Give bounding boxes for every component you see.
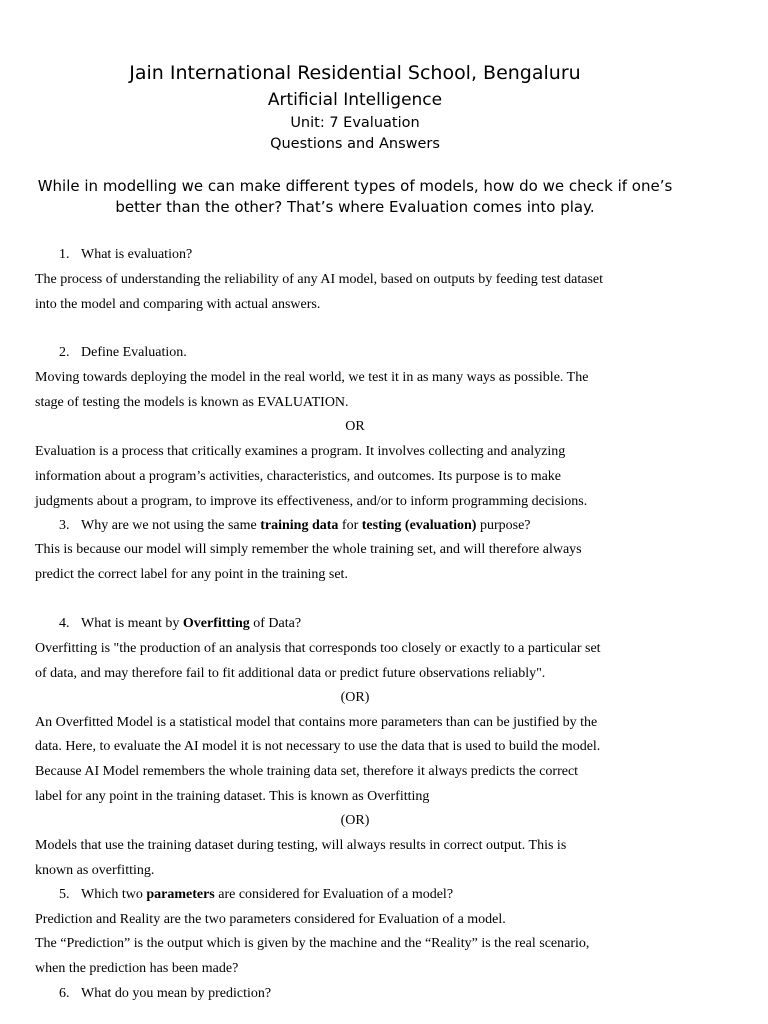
question-emphasis: testing (evaluation) xyxy=(361,518,477,533)
question-text: What is meant by xyxy=(81,616,183,631)
or-separator: (OR) xyxy=(340,690,370,705)
question-text: for xyxy=(338,518,362,533)
question-text: What do you mean by prediction? xyxy=(81,986,272,1001)
subject-title: Artificial Intelligence xyxy=(267,90,443,110)
answer-4b-line-2: data. Here, to evaluate the AI model it is not necessary to use the data that is used to build the model. xyxy=(35,739,601,754)
answer-3-line-1: This is because our model will simply remember the whole training set, and will therefore always xyxy=(35,542,582,557)
question-number: 2. xyxy=(59,345,70,360)
answer-5-line-2: The “Prediction” is the output which is given by the machine and the “Reality” is the real scenario, xyxy=(35,936,590,951)
answer-4c-line-2: known as overfitting. xyxy=(35,863,155,878)
question-number: 5. xyxy=(59,887,70,902)
question-text: are considered for Evaluation of a model? xyxy=(214,887,454,902)
answer-1-line-2: into the model and comparing with actual answers. xyxy=(35,297,321,312)
question-text: Which two xyxy=(81,887,147,902)
answer-2b-line-2: information about a program’s activities, characteristics, and outcomes. Its purpose is to make xyxy=(35,469,562,484)
question-number: 4. xyxy=(59,616,70,631)
question-text: purpose? xyxy=(476,518,531,533)
answer-4b-line-3: Because AI Model remembers the whole training data set, therefore it always predicts the correct xyxy=(35,764,579,779)
answer-5-line-3: when the prediction has been made? xyxy=(35,961,239,976)
question-emphasis: training data xyxy=(260,518,339,533)
or-separator: (OR) xyxy=(340,813,370,828)
unit-title: Unit: 7 Evaluation xyxy=(290,115,420,131)
question-3 xyxy=(59,517,531,535)
answer-2-line-1: Moving towards deploying the model in the real world, we test it in as many ways as possible. The xyxy=(35,370,589,385)
answer-5-line-1: Prediction and Reality are the two parameters considered for Evaluation of a model. xyxy=(35,912,506,927)
intro-line-2: better than the other? That’s where Evaluation comes into play. xyxy=(115,198,595,216)
question-text: Why are we not using the same xyxy=(81,518,261,533)
or-separator: OR xyxy=(345,419,365,434)
question-4 xyxy=(59,615,301,633)
question-number: 1. xyxy=(59,247,70,262)
question-number: 6. xyxy=(59,986,70,1001)
answer-4b-line-1: An Overfitted Model is a statistical model that contains more parameters than can be justified by the xyxy=(35,715,598,730)
doc-type-title: Questions and Answers xyxy=(270,136,440,152)
answer-3-line-2: predict the correct label for any point in the training set. xyxy=(35,567,348,582)
question-emphasis: Overfitting xyxy=(182,616,250,631)
question-text: Define Evaluation. xyxy=(81,345,187,360)
question-6 xyxy=(59,985,271,1003)
intro-line-1: While in modelling we can make different types of models, how do we check if one’s xyxy=(37,177,673,195)
answer-4b-line-4: label for any point in the training dataset. This is known as Overfitting xyxy=(35,789,430,804)
question-number: 3. xyxy=(59,518,70,533)
answer-2b-line-1: Evaluation is a process that critically examines a program. It involves collecting and analyzing xyxy=(35,444,566,459)
answer-4c-line-1: Models that use the training dataset during testing, will always results in correct output. This is xyxy=(35,838,567,853)
question-5 xyxy=(59,886,453,904)
question-1 xyxy=(59,246,192,264)
answer-2b-line-3: judgments about a program, to improve its effectiveness, and/or to inform programming decisions. xyxy=(35,494,588,509)
answer-4-line-1: Overfitting is "the production of an analysis that corresponds too closely or exactly to a particular set xyxy=(35,641,601,656)
question-emphasis: parameters xyxy=(146,887,215,902)
answer-4-line-2: of data, and may therefore fail to fit additional data or predict future observations reliably". xyxy=(35,666,546,681)
question-text: of Data? xyxy=(249,616,302,631)
school-title: Jain International Residential School, Bengaluru xyxy=(129,62,581,84)
answer-1-line-1: The process of understanding the reliability of any AI model, based on outputs by feeding test dataset xyxy=(35,272,604,287)
question-text: What is evaluation? xyxy=(81,247,193,262)
question-2 xyxy=(59,344,187,362)
answer-2-line-2: stage of testing the models is known as EVALUATION. xyxy=(35,395,349,410)
